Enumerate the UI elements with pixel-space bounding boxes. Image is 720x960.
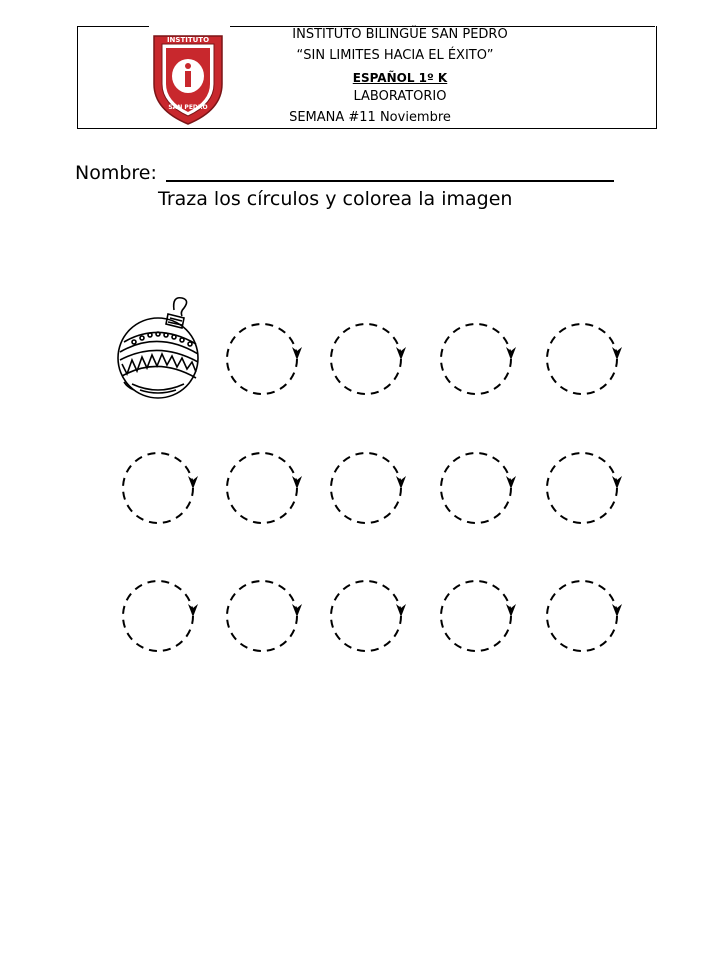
direction-arrow-icon <box>506 347 516 360</box>
tracing-circle[interactable] <box>227 453 302 523</box>
tracing-circle[interactable] <box>123 453 198 523</box>
tracing-circle[interactable] <box>227 581 302 651</box>
tracing-circle[interactable] <box>547 581 622 651</box>
school-motto: “SIN LIMITES HACIA EL ÉXITO” <box>296 48 494 63</box>
instruction-text: Traza los círculos y colorea la imagen <box>158 188 513 210</box>
direction-arrow-icon <box>292 476 302 489</box>
direction-arrow-icon <box>612 604 622 617</box>
direction-arrow-icon <box>396 476 406 489</box>
week-label: SEMANA #11 Noviembre <box>289 110 451 125</box>
subject-title: ESPAÑOL 1º K <box>352 71 448 85</box>
tracing-circle[interactable] <box>227 324 302 394</box>
direction-arrow-icon <box>612 347 622 360</box>
name-field[interactable] <box>166 180 614 182</box>
tracing-circle[interactable] <box>331 324 406 394</box>
lab-title: LABORATORIO <box>353 89 447 104</box>
logo-text-top: INSTITUTO <box>166 36 210 44</box>
tracing-circle[interactable] <box>441 324 516 394</box>
tracing-circle[interactable] <box>547 453 622 523</box>
name-label: Nombre: <box>75 162 157 184</box>
ornament-image[interactable] <box>110 292 206 404</box>
tracing-circle[interactable] <box>441 453 516 523</box>
direction-arrow-icon <box>396 347 406 360</box>
direction-arrow-icon <box>396 604 406 617</box>
logo-text-bottom: SAN PEDRO <box>168 104 208 111</box>
tracing-circle[interactable] <box>123 581 198 651</box>
direction-arrow-icon <box>188 476 198 489</box>
direction-arrow-icon <box>506 604 516 617</box>
header-border-top-left <box>77 26 149 27</box>
school-name: INSTITUTO BILINGÜE SAN PEDRO <box>292 27 508 42</box>
direction-arrow-icon <box>506 476 516 489</box>
direction-arrow-icon <box>292 604 302 617</box>
direction-arrow-icon <box>188 604 198 617</box>
tracing-circle[interactable] <box>331 453 406 523</box>
tracing-circle[interactable] <box>331 581 406 651</box>
direction-arrow-icon <box>612 476 622 489</box>
direction-arrow-icon <box>292 347 302 360</box>
tracing-circle[interactable] <box>441 581 516 651</box>
tracing-circle[interactable] <box>547 324 622 394</box>
